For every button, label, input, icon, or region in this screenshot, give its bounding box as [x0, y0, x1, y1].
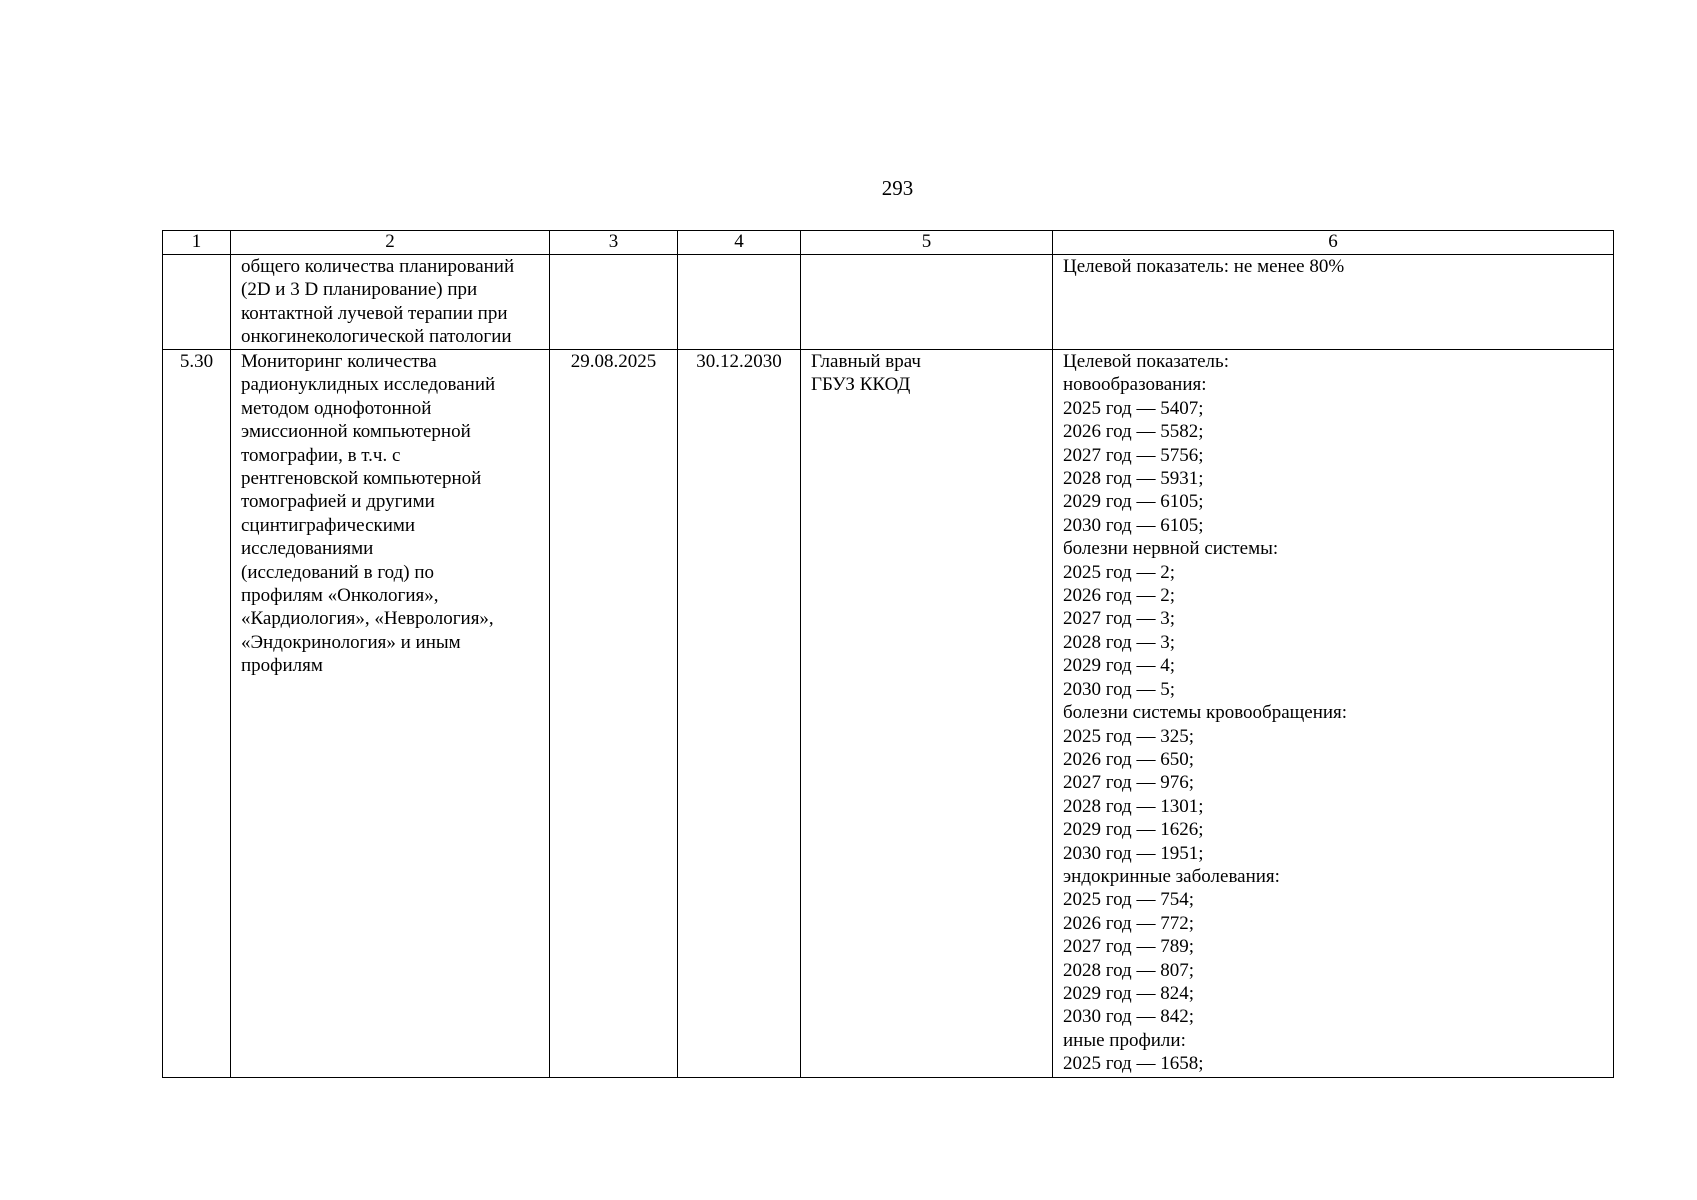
text-line: 2028 год — 1301;: [1063, 795, 1204, 817]
text-line: 2026 год — 650;: [1063, 748, 1194, 770]
text-line: профилям «Онкология»,: [241, 585, 439, 607]
text-line: 2027 год — 3;: [1063, 608, 1175, 630]
text-line: Целевой показатель:: [1063, 351, 1229, 372]
text-line: Мониторинг количества: [241, 351, 437, 372]
text-line: томографии, в т.ч. с: [241, 444, 401, 466]
text-line: (исследований в год) по: [241, 561, 435, 583]
start-date-cell: 29.08.2025: [550, 350, 678, 1078]
description-cell: [231, 350, 550, 1078]
text-line: 2025 год — 5407;: [1063, 397, 1204, 419]
header-col-2: 2: [231, 231, 550, 255]
table-header-row: [163, 231, 1614, 255]
text-line: томографией и другими: [241, 491, 435, 513]
text-line: (2D и 3 D планирование) при: [241, 279, 478, 301]
text-line: рентгеновской компьютерной: [241, 468, 482, 490]
text-line: 2027 год — 5756;: [1063, 444, 1204, 466]
text-line: 2030 год — 1951;: [1063, 842, 1204, 864]
text-line: 2027 год — 976;: [1063, 772, 1194, 794]
header-col-3: 3: [550, 231, 678, 255]
text-line: онкогинекологической патологии: [241, 326, 512, 348]
page-number: 293: [881, 176, 914, 200]
text-line: радионуклидных исследований: [241, 374, 496, 396]
text-line: 2029 год — 4;: [1063, 655, 1175, 677]
text-line: новообразования:: [1063, 374, 1207, 396]
start-date-cell: [550, 255, 678, 350]
text-line: эмиссионной компьютерной: [241, 421, 471, 443]
header-col-4: 4: [678, 231, 801, 255]
responsible-cell: [801, 350, 1053, 1078]
text-line: 2025 год — 325;: [1063, 725, 1194, 747]
row-number-cell: 5.30: [163, 350, 231, 1078]
text-line: болезни системы кровообращения:: [1063, 702, 1348, 724]
text-line: ГБУЗ ККОД: [811, 374, 911, 396]
text-line: 2030 год — 842;: [1063, 1006, 1194, 1028]
text-line: методом однофотонной: [241, 397, 432, 419]
description-cell: [231, 255, 550, 350]
text-line: 2029 год — 824;: [1063, 982, 1194, 1004]
text-line: «Эндокринология» и иным: [241, 631, 461, 653]
text-line: сцинтиграфическими: [241, 514, 416, 536]
indicator-cell: [1053, 255, 1614, 350]
text-line: Главный врач: [811, 351, 921, 372]
text-line: исследованиями: [241, 538, 374, 560]
text-line: контактной лучевой терапии при: [241, 302, 508, 324]
row-number-cell: [163, 255, 231, 350]
header-col-1: 1: [163, 231, 231, 255]
text-line: общего количества планирований: [241, 256, 515, 277]
header-col-6: 6: [1053, 231, 1614, 255]
responsible-cell: [801, 255, 1053, 350]
text-line: 2028 год — 5931;: [1063, 468, 1204, 490]
end-date-cell: [678, 255, 801, 350]
plan-table: [162, 230, 1614, 1078]
text-line: 2025 год — 1658;: [1063, 1053, 1204, 1075]
text-line: эндокринные заболевания:: [1063, 865, 1280, 887]
text-line: 2028 год — 807;: [1063, 959, 1194, 981]
table-row: [163, 350, 1614, 1078]
table-row: [163, 255, 1614, 350]
text-line: 2026 год — 2;: [1063, 585, 1175, 607]
text-line: болезни нервной системы:: [1063, 538, 1279, 560]
text-line: 2029 год — 6105;: [1063, 491, 1204, 513]
text-line: профилям: [241, 655, 323, 677]
text-line: 2027 год — 789;: [1063, 936, 1194, 958]
text-line: 2030 год — 6105;: [1063, 514, 1204, 536]
text-line: 2028 год — 3;: [1063, 631, 1175, 653]
text-line: 2026 год — 5582;: [1063, 421, 1204, 443]
text-line: «Кардиология», «Неврология»,: [241, 608, 494, 630]
text-line: 2025 год — 2;: [1063, 561, 1175, 583]
text-line: 2029 год — 1626;: [1063, 819, 1204, 841]
header-col-5: 5: [801, 231, 1053, 255]
text-line: 2026 год — 772;: [1063, 912, 1194, 934]
end-date-cell: 30.12.2030: [678, 350, 801, 1078]
text-line: Целевой показатель: не менее 80%: [1063, 256, 1345, 277]
text-line: 2025 год — 754;: [1063, 889, 1194, 911]
text-line: 2030 год — 5;: [1063, 678, 1175, 700]
indicator-cell: [1053, 350, 1614, 1078]
text-line: иные профили:: [1063, 1029, 1186, 1051]
